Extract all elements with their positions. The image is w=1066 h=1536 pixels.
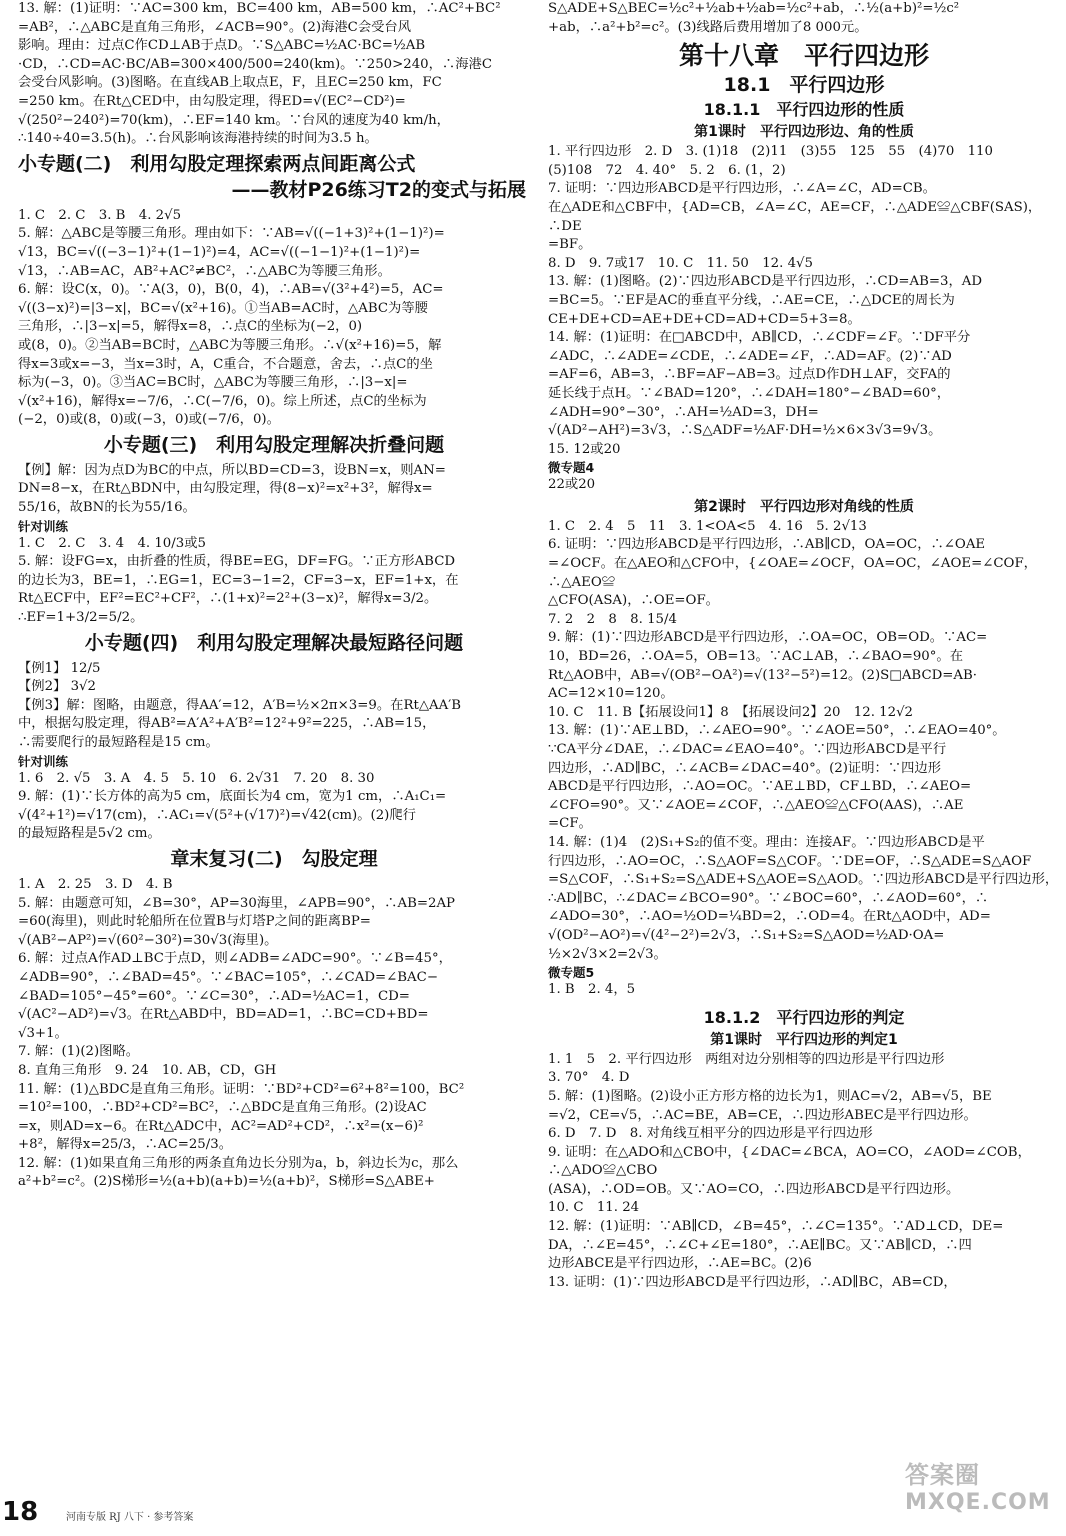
answer-line: 中，根据勾股定理，得AB²=A′A²+A′B²=12²+9²=225，∴AB=15， (18, 716, 436, 732)
answer-line: =10²=100，∴BD²+CD²=BC²，∴△BDC是直角三角形。(2)设AC (18, 1100, 427, 1116)
answer-line: 会受台风影响。(3)图略。在直线AB上取点E，F，且EC=250 km，FC (18, 75, 442, 91)
answer-line: 四边形，∴AD∥BC，∴∠ACB=∠DAC=40°。(2)证明：∵四边形 (548, 760, 942, 776)
answer-block (18, 207, 530, 430)
answer-line: 或(8，0)。②当AB=BC时，△ABC为等腰三角形。∴√(x²+16)=5，解 (18, 337, 442, 353)
answer-line: 【例】解：因为点D为BC的中点，所以BD=CD=3，设BN=x，则AN= (18, 462, 446, 478)
answer-line: 1. 6 2. √5 3. A 4. 5 5. 10 6. 2√31 7. 20 8. 30 (18, 770, 375, 786)
answer-line: √(AB²−AP²)=√(60²−30²)=30√3(海里)。 (18, 932, 278, 948)
answer-line: ∴AD∥BC，∴∠DAC=∠BCO=90°。∵∠BOC=60°，∴∠AOD=60°，∴ (548, 890, 989, 906)
answer-line: =CF。 (548, 816, 592, 832)
footer-caption: 河南专版 RJ 八下 · 参考答案 (66, 1512, 194, 1523)
answer-line: +ab，∴a²+b²=c²。(3)线路后费用增加了8 000元。 (548, 19, 868, 35)
answer-line: 9. 证明：在△ADO和△CBO中，{∠DAC=∠BCA，AO=CO，∠AOD=∠COB，∴△ADO≌△CBO (548, 1144, 1031, 1179)
answer-line: DA，∴∠E=45°，∴∠C+∠E=180°，∴AE∥BC。又∵AB∥CD，∴四 (548, 1237, 972, 1253)
answer-line: ∠BAD=105°−45°=60°。∵∠C=30°，∴AD=½AC=1，CD= (18, 988, 410, 1004)
answer-line: 行四边形，∴AO=OC，∴S△AOF=S△COF。∵DE=OF，∴S△ADE=S△AOF (548, 853, 1032, 869)
topic-subtitle: ——教材P26练习T2的变式与拓展 (231, 178, 526, 201)
answer-line: DN=8−x，在Rt△BDN中，由勾股定理，得(8−x)²=x²+3²，解得x= (18, 481, 433, 497)
right-column (548, 0, 1060, 1292)
topic-heading: 小专题(三) 利用勾股定理解决折叠问题 (103, 433, 445, 456)
answer-line: √13，BC=√((−3−1)²+(1−1)²)=4，AC=√((−1−1)²+(1−1)²)= (18, 244, 421, 260)
answer-line: =BF。 (548, 237, 592, 253)
answer-line: √(OD²−AO²)=√(4²−2²)=2√3，∴S₁+S₂=S△AOD=½AD·OA= (548, 927, 945, 943)
lesson-title: 第1课时 平行四边形边、角的性质 (694, 124, 914, 141)
lesson-title: 第1课时 平行四边形的判定1 (710, 1031, 898, 1048)
answer-block (548, 143, 1060, 459)
answer-line: ABCD是平行四边形，∴AO=OC。∵AE⊥BD，CF⊥BD，∴∠AEO= (548, 779, 972, 795)
answer-line: =√2，CE=√5，∴AC=BE，AB=CE，∴四边形ABEC是平行四边形。 (548, 1107, 977, 1123)
answer-line: CE+DE+CD=AE+DE+CD=AD+CD=5+3=8。 (548, 311, 861, 327)
answer-line: S△ADE+S△BEC=½c²+½ab+½ab=½c²+ab，∴½(a+b)²=½c² (548, 1, 960, 16)
answer-line: =250 km。在Rt△CED中，由勾股定理，得ED=√(EC²−CD²)= (18, 93, 406, 109)
watermark-title: 答案圈 (905, 1461, 980, 1489)
answer-line: √(x²+16)，解得x=−7/6，∴C(−7/6，0)。综上所述，点C的坐标为 (18, 393, 427, 409)
answer-line: =AF=6，AB=3，∴BF=AF−AB=3。过点D作DH⊥AF，交FA的 (548, 367, 951, 383)
page-number: 18 (2, 1497, 39, 1527)
answer-line: 3. 70° 4. D (548, 1070, 630, 1086)
answer-line: 7. 解：(1)(2)图略。 (18, 1044, 140, 1060)
answer-line: 的边长为3，BE=1，∴EG=1，EC=3−1=2，CF=3−x，EF=1+x，在 (18, 572, 459, 588)
answer-line: 6. 证明：∵四边形ABCD是平行四边形，∴AB∥CD，OA=OC，∴∠OAE (548, 537, 986, 553)
answer-line: ∠ADO=30°，∴AO=½OD=¼BD=2，∴OD=4。在Rt△AOD中，AD= (548, 909, 991, 925)
answer-line: 1. C 2. C 3. B 4. 2√5 (18, 207, 182, 223)
answer-line: ∴EF=1+3/2=5/2。 (18, 610, 144, 626)
answer-line: 延长线于点H。∵∠BAD=120°，∴∠DAH=180°−∠BAD=60°， (548, 385, 951, 401)
answer-line: 影响。理由：过点C作CD⊥AB于点D。∵S△ABC=½AC·BC=½AB (18, 38, 426, 54)
answer-line: 5. 解：设FG=x，由折叠的性质，得BE=EG，DF=FG。∵正方形ABCD (18, 554, 456, 570)
answer-line: √(250²−240²)=70(km)，∴EF=140 km。∵台风的速度为40 km/h， (18, 112, 450, 128)
answer-line: 1. 平行四边形 2. D 3. (1)18 (2)11 (3)55 125 55 (4)70 110 (548, 144, 993, 160)
answer-line: +8²，解得x=25/3，∴AC=25/3。 (18, 1137, 232, 1153)
answer-line: 得x=3或x=−3，当x=3时，A，C重合，不合题意，舍去，∴点C的坐 (18, 356, 433, 372)
answer-block (548, 518, 1060, 964)
micro-topic-label: 微专题5 (548, 965, 595, 981)
answer-line: 10. C 11. 24 (548, 1200, 640, 1216)
answer-line: 15. 12或20 (548, 441, 621, 457)
answer-line: 7. 证明：∵四边形ABCD是平行四边形，∴∠A=∠C，AD=CB。 (548, 181, 936, 197)
answer-line: √(4²+1²)=√17(cm)，∴AC₁=√(5²+(√17)²)=√42(cm)。(2)爬行 (18, 807, 416, 823)
answer-line: 【例3】解：图略，由题意，得AA′=12，A′B=½×2π×3=9。在Rt△AA′B (18, 697, 462, 713)
answer-line: 13. 解：(1)∵AE⊥BD，∴∠AEO=90°。∵∠AOE=50°，∴∠EAO=40°。 (548, 723, 1006, 739)
subsection-title: 18.1.1 平行四边形的性质 (703, 100, 905, 120)
answer-line: 1. C 2. 4 5 11 3. 1<OA<5 4. 16 5. 2√13 (548, 518, 867, 534)
chapter-title: 第十八章 平行四边形 (678, 41, 929, 71)
lesson-title: 第2课时 平行四边形对角线的性质 (694, 498, 914, 515)
training-label: 针对训练 (18, 753, 69, 769)
answer-block (18, 876, 530, 1192)
answer-line: Rt△AOB中，AB=√(OB²−OA²)=√(13²−5²)=12。(2)S□ABCD=AB· (548, 667, 978, 683)
answer-line: =∠OCF。在△AEO和△CFO中，{∠OAE=∠OCF，OA=OC，∠AOE=∠COF，∴△AEO≌ (548, 556, 1037, 590)
answer-line: △CFO(ASA)，∴OE=OF。 (548, 593, 719, 609)
answer-line: √3+1。 (18, 1025, 68, 1041)
answer-line: (5)108 72 4. 40° 5. 2 6. (1，2) (548, 162, 786, 178)
answer-line: √(AC²−AD²)=√3。在Rt△ABD中，BD=AD=1，∴BC=CD+BD= (18, 1007, 429, 1023)
answer-line: 1. 1 5 2. 平行四边形 两组对边分别相等的四边形是平行四边形 (548, 1051, 945, 1067)
answer-line: 9. 解：(1)∵长方体的高为5 cm，底面长为4 cm，宽为1 cm，∴A₁C₁= (18, 789, 447, 805)
answer-block (548, 1051, 1060, 1293)
answer-line: ·CD，∴CD=AC·BC/AB=300×400/500=240(km)。∵250>240，∴海港C (18, 56, 492, 72)
answer-line: a²+b²=c²。(2)S梯形=½(a+b)(a+b)=½(a+b)²，S梯形=S△ABE+ (18, 1174, 435, 1190)
answer-line: ∠ADH=90°−30°，∴AH=½AD=3，DH= (548, 404, 819, 420)
answer-line: 12. 解：(1)如果直角三角形的两条直角边长分别为a，b，斜边长为c，那么 (18, 1155, 459, 1171)
topic-heading: 小专题(四) 利用勾股定理解决最短路径问题 (84, 631, 464, 654)
watermark-url: MXQE.COM (905, 1490, 1051, 1515)
answer-line: 55/16，故BN的长为55/16。 (18, 500, 196, 516)
answer-line: 12. 解：(1)证明：∵AB∥CD，∠B=45°，∴∠C=135°。∵AD⊥CD，DE= (548, 1219, 1004, 1235)
answer-line: 5. 解：由题意可知，∠B=30°，AP=30海里，∠APB=90°，∴AB=2AP (18, 895, 455, 911)
answer-line: √(AD²−AH²)=3√3，∴S△ADF=½AF·DH=½×6×3√3=9√3。 (548, 423, 942, 439)
topic-title: 小专题(二) 利用勾股定理探索两点间距离公式 (18, 152, 416, 175)
answer-line: 1. B 2. 4，5 (548, 982, 636, 998)
answer-line: √13，∴AB=AC，AB²+AC²≠BC²，∴△ABC为等腰三角形。 (18, 263, 391, 279)
answer-line: 5. 解：△ABC是等腰三角形。理由如下：∵AB=√((−1+3)²+(1−1)²)= (18, 226, 445, 242)
answer-line: 13. 解：(1)证明：∵AC=300 km，BC=400 km，AB=500 km，∴AC²+BC² (18, 1, 501, 16)
answer-line: =AB²，∴△ABC是直角三角形，∠ACB=90°。(2)海港C会受台风 (18, 19, 412, 35)
answer-line: 14. 解：(1)证明：在□ABCD中，AB∥CD，∴∠CDF=∠F。∵DF平分 (548, 330, 971, 346)
answer-line: 三角形，∴|3−x|=5，解得x=8，∴点C的坐标为(−2，0) (18, 319, 363, 335)
answer-block (18, 0, 530, 149)
answer-line: (ASA)，∴OD=OB。又∵AO=CO，∴四边形ABCD是平行四边形。 (548, 1181, 960, 1197)
training-label: 针对训练 (18, 518, 69, 534)
answer-line: =BC=5。∵EF是AC的垂直平分线，∴AE=CE，∴△DCE的周长为 (548, 292, 955, 308)
answer-line: 9. 解：(1)∵四边形ABCD是平行四边形，∴OA=OC，OB=OD。∵AC= (548, 630, 988, 646)
answer-line: =x，则AD=x−6。在Rt△ADC中，AC²=AD²+CD²，∴x²=(x−6)² (18, 1118, 424, 1134)
answer-line: 11. 解：(1)△BDC是直角三角形。证明：∵BD²+CD²=6²+8²=100，BC² (18, 1081, 465, 1097)
answer-line: 13. 解：(1)图略。(2)∵四边形ABCD是平行四边形，∴CD=AB=3，AD (548, 274, 983, 290)
answer-line: ∵CA平分∠DAE，∴∠DAC=∠EAO=40°。∵四边形ABCD是平行 (548, 742, 947, 757)
answer-block (18, 462, 530, 518)
answer-line: ∴需要爬行的最短路程是15 cm。 (18, 735, 219, 750)
section-title: 18.1 平行四边形 (723, 74, 885, 97)
watermark-logo (905, 1455, 1057, 1527)
answer-line: ∠CFO=90°。又∵∠AOE=∠COF，∴△AEO≌△CFO(AAS)，∴AE (548, 797, 964, 813)
topic-heading (18, 151, 530, 203)
answer-line: 5. 解：(1)图略。(2)设小正方形方格的边长为1，则AC=√2，AB=√5，BE (548, 1088, 992, 1104)
micro-topic-label: 微专题4 (548, 460, 595, 476)
answer-line: =S△COF，∴S₁+S₂=S△ADE+S△AOE=S△AOD。∵四边形ABCD是平行四边形， (548, 872, 1059, 888)
answer-line: 8. D 9. 7或17 10. C 11. 50 12. 4√5 (548, 255, 813, 271)
answer-line: ∠ADB=90°，∴∠BAD=45°。∵∠BAC=105°，∴∠CAD=∠BAC− (18, 969, 438, 985)
answer-line: 1. A 2. 25 3. D 4. B (18, 876, 173, 892)
answer-line: Rt△ECF中，EF²=EC²+CF²，∴(1+x)²=2²+(3−x)²，解得x=3/2。 (18, 591, 438, 607)
answer-line: 8. 直角三角形 9. 24 10. AB，CD，GH (18, 1062, 277, 1078)
answer-block (548, 0, 1060, 37)
answer-line: 6. D 7. D 8. 对角线互相平分的四边形是平行四边形 (548, 1126, 873, 1142)
answer-line: 22或20 (548, 477, 596, 493)
answer-line: 【例2】 3√2 (18, 679, 96, 695)
answer-line: 在△ADE和△CBF中，{AD=CB，∠A=∠C，AE=CF，∴△ADE≌△CBF(SAS)，∴DE (548, 199, 1042, 234)
subsection-title: 18.1.2 平行四边形的判定 (703, 1007, 905, 1027)
answer-line: 6. 解：过点A作AD⊥BC于点D，则∠ADB=∠ADC=90°。∵∠B=45°， (18, 951, 452, 967)
answer-line: 10，BD=26，∴OA=5，OB=13。∵AC⊥AB，∴∠BAO=90°。在 (548, 649, 964, 665)
answer-line: 7. 2 2 8 8. 15/4 (548, 611, 677, 627)
answer-line: 边形ABCE是平行四边形，∴AE=BC。(2)6 (548, 1256, 812, 1272)
answer-line: ∠ADC，∴∠ADE=∠CDE，∴∠ADE=∠F，∴AD=AF。(2)∵AD (548, 348, 952, 364)
answer-line: (−2，0)或(8，0)或(−3，0)或(−7/6，0)。 (18, 412, 280, 428)
answer-line: 14. 解：(1)4 (2)S₁+S₂的值不变。理由：连接AF。∵四边形ABCD是平 (548, 834, 985, 850)
answer-line: AC=12×10=120。 (548, 686, 674, 702)
answer-line: ∴140÷40=3.5(h)。∴台风影响该海港持续的时间为3.5 h。 (18, 131, 378, 147)
answer-line: 的最短路程是5√2 cm。 (18, 826, 161, 842)
answer-block (18, 770, 530, 844)
review-heading: 章末复习(二) 勾股定理 (170, 847, 378, 870)
answer-block (18, 660, 530, 753)
answer-line: √((3−x)²)=|3−x|，BC=√(x²+16)。①当AB=AC时，△ABC为等腰 (18, 300, 428, 316)
answer-line: 13. 证明：(1)∵四边形ABCD是平行四边形，∴AD∥BC，AB=CD， (548, 1274, 957, 1290)
answer-line: 【例1】 12/5 (18, 660, 101, 676)
answer-line: 6. 解：设C(x，0)。∵A(3，0)，B(0，4)，∴AB=√(3²+4²)=5，AC= (18, 282, 444, 298)
answer-line: =60(海里)，则此时轮船所在位置B与灯塔P之间的距离BP= (18, 914, 371, 930)
answer-line: ½×2√3×2=2√3。 (548, 946, 667, 962)
answer-block (18, 535, 530, 628)
answer-line: 10. C 11. B【拓展设问1】8 【拓展设问2】20 12. 12√2 (548, 704, 914, 720)
answer-line: 1. C 2. C 3. 4 4. 10/3或5 (18, 535, 206, 551)
answer-line: 标为(−3，0)。③当AC=BC时，△ABC为等腰三角形，∴|3−x|= (18, 375, 408, 391)
left-column (18, 0, 530, 1192)
